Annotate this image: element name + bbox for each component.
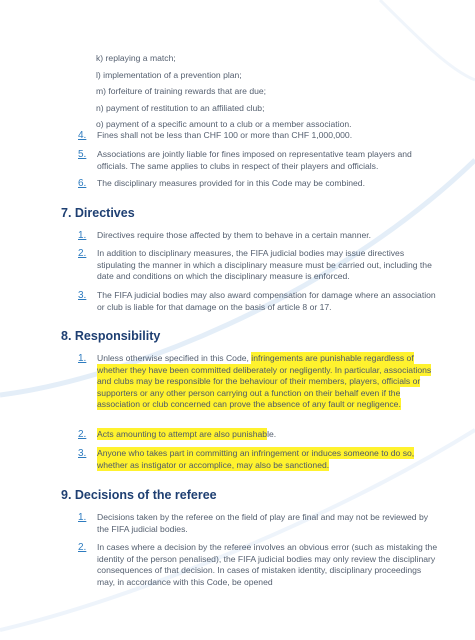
section-heading: 9. Decisions of the referee — [61, 488, 217, 502]
paragraph-number-link[interactable]: 4. — [78, 130, 87, 141]
paragraph-item — [78, 353, 438, 411]
paragraph-number-link[interactable]: 1. — [78, 230, 87, 241]
paragraph-text: Decisions taken by the referee on the field of play are final and may not be reviewed by the FIFA judicial bodies. — [97, 512, 429, 534]
paragraph-number-link[interactable]: 6. — [78, 178, 87, 189]
section-heading: 7. Directives — [61, 206, 135, 220]
plain-text: le. — [267, 429, 277, 439]
highlighted-text: Anyone who takes part in committing an infringement or induces someone to do so, whether as instigator or accomplice, may also be sanctioned. — [97, 448, 415, 470]
paragraph-number-link[interactable]: 2. — [78, 542, 87, 553]
paragraph-text: Associations are jointly liable for fines imposed on representative team players and officials. The same applies to clubs in respect of their players and officials. — [97, 149, 412, 171]
sanction-sublist — [96, 50, 446, 133]
list-item: n) payment of restitution to an affiliated club; — [96, 102, 265, 113]
paragraph-item — [78, 448, 438, 471]
paragraph-item — [78, 130, 438, 142]
paragraph-item — [78, 512, 438, 535]
paragraph-text: Fines shall not be less than CHF 100 or more than CHF 1,000,000. — [97, 130, 353, 140]
paragraph-number-link[interactable]: 1. — [78, 512, 87, 523]
section-heading: 8. Responsibility — [61, 329, 161, 343]
paragraph-number-link[interactable]: 2. — [78, 248, 87, 259]
paragraph-text: In addition to disciplinary measures, the FIFA judicial bodies may issue directives stipulating the manner in which a disciplinary measure must be carried out, including the date and conditions on which the disciplinary measure is enforced. — [97, 248, 432, 282]
paragraph-text: The disciplinary measures provided for in this Code may be combined. — [97, 178, 365, 188]
paragraph-item — [78, 178, 438, 190]
list-item: m) forfeiture of training rewards that are due; — [96, 86, 267, 96]
paragraph-number-link[interactable]: 5. — [78, 149, 87, 160]
highlighted-text: infringements are punishable regardless of whether they have been committed deliberately or negligently. In particular, associations and clubs may be responsible for the behaviour of their members, players, officials or supporters or any other person carrying out a function on their behalf even if the association or club concerned can prove the absence of any fault or negligence. — [97, 353, 432, 410]
paragraph-number-link[interactable]: 3. — [78, 290, 87, 301]
paragraph-number-link[interactable]: 1. — [78, 353, 87, 364]
paragraph-item — [78, 149, 438, 172]
paragraph-text: The FIFA judicial bodies may also award compensation for damage where an association or club is liable for that damage on the basis of article 8 or 17. — [97, 290, 436, 312]
paragraph-item — [78, 230, 438, 242]
list-item: o) payment of a specific amount to a club or a member association. — [96, 119, 352, 129]
paragraph-text: Directives require those affected by them to behave in a certain manner. — [97, 230, 372, 240]
paragraph-item — [78, 429, 438, 441]
paragraph-number-link[interactable]: 2. — [78, 429, 87, 440]
list-item: k) replaying a match; — [96, 53, 176, 63]
paragraph-item — [78, 248, 438, 283]
paragraph-text — [97, 353, 438, 411]
plain-text: Unless otherwise specified in this Code, — [97, 353, 252, 363]
list-item: l) implementation of a prevention plan; — [96, 69, 242, 80]
paragraph-number-link[interactable]: 3. — [78, 448, 87, 459]
paragraph-text: In cases where a decision by the referee involves an obvious error (such as mistaking the identity of the person penalised), the FIFA judicial bodies may only review the disciplinary consequences of that decision. In cases of mistaken identity, disciplinary proceedings may, in accordance with this Code, be opened — [97, 542, 438, 587]
paragraph-item — [78, 542, 438, 588]
paragraph-item — [78, 290, 438, 313]
paragraph-text — [97, 448, 438, 471]
highlighted-text: Acts amounting to attempt are also punishab — [97, 429, 268, 439]
paragraph-text — [97, 429, 438, 441]
